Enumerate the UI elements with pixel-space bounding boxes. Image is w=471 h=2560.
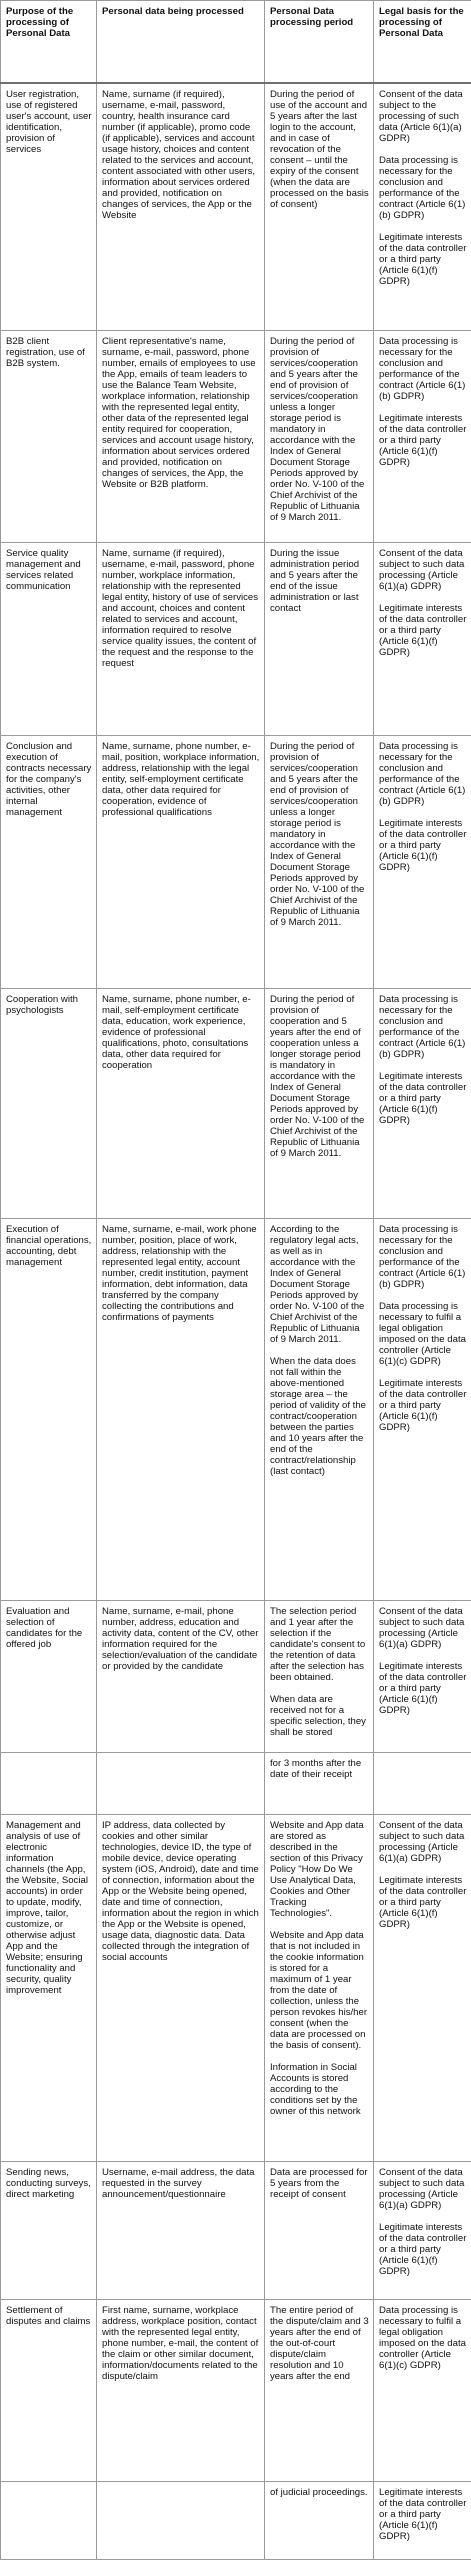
period-paragraph: When data are received not for a specific selection, they shall be stored — [270, 1693, 366, 1738]
header-processing-period: Personal Data processing period — [265, 1, 374, 83]
personal-data-cell — [97, 2481, 265, 2559]
personal-data-cell: Name, surname (if required), username, e-mail, password, phone number, workplace information, relationship with the represented legal entity, history of use of services and account, choices and content related to services and account, information required to resolve service quality issues, the content of the request and the response to the request — [97, 543, 265, 736]
purpose-cell: Settlement of disputes and claims — [1, 2299, 97, 2481]
personal-data-cell: IP address, data collected by cookies and other similar technologies, device ID, the type of mobile device, device operating system (iOS, Android), date and time of connection, information about the App or the Website being opened, date and time of connection, information about the region in which the App or the Website is opened, usage data, diagnostic data. Data collected through the integration of social accounts — [97, 1814, 265, 2161]
processing-period-cell — [265, 543, 374, 736]
table-body — [1, 83, 471, 2560]
purpose-cell — [1, 1752, 97, 1814]
period-paragraph: Information in Social Accounts is stored according to the conditions set by the owner of this network — [270, 2061, 361, 2117]
period-paragraph: During the period of provision of services/cooperation and 5 years after the end of provision of services/cooperation unless a longer storage period is mandatory in accordance with the Index of General Document Storage Periods approved by order No. V-100 of the Chief Archivist of the Republic of Lithuania of 9 March 2011. — [270, 336, 365, 524]
processing-period-cell — [265, 1600, 374, 1752]
table-row — [1, 736, 471, 989]
period-paragraph: The selection period and 1 year after the selection if the candidate's consent to the retention of data after the selection has been obtained. — [270, 1605, 366, 1683]
purpose-cell: Execution of financial operations, accounting, debt management — [1, 1218, 97, 1600]
period-paragraph: Website and App data that is not included in the cookie information is stored for a maximum of 1 year from the date of collection, unless the person revokes his/her consent (when the data are processed on the basis of consent). — [270, 1929, 368, 2051]
legal-basis-paragraph: Consent of the data subject to such data processing (Article 6(1)(a) GDPR) — [379, 1819, 465, 1864]
processing-period-cell — [265, 736, 374, 989]
period-paragraph: of judicial proceedings. — [270, 2486, 368, 2498]
processing-period-cell — [265, 2161, 374, 2299]
personal-data-cell: Name, surname, phone number, e-mail, self-employment certificate data, education, work experience, evidence of professional qualifications, photo, consultations data, other data required for cooperation — [97, 988, 265, 1218]
legal-basis-paragraph: Data processing is necessary for the conclusion and performance of the contract (Article 6(1)(b) GDPR) — [379, 336, 466, 403]
personal-data-cell: Client representative's name, surname, e-mail, password, phone number, emails of employees to use the App, emails of team leaders to use the Balance Team Website, workplace information, relationship with the represented legal entity, other data of the represented legal entity required for cooperation, services and account usage history, information about services ordered and provided, notification on changes of services, the App, the Website or B2B platform. — [97, 331, 265, 543]
table-row — [1, 1814, 471, 2161]
legal-basis-paragraph: Legitimate interests of the data controller or a third party (Article 6(1)(f) GDPR) — [379, 1070, 467, 1126]
legal-basis-paragraph: Data processing is necessary for the conclusion and performance of the contract (Article 6(1)(b) GDPR) — [379, 154, 466, 221]
period-paragraph: Data are processed for 5 years from the receipt of consent — [270, 2166, 368, 2200]
period-paragraph: During the period of use of the account and 5 years after the last login to the account, and in case of revocation of the consent – until the expiry of the consent (when the data are processed on the basis of consent) — [270, 88, 369, 210]
table-row — [1, 1752, 471, 1814]
table-header-row — [1, 1, 471, 83]
personal-data-cell: Name, surname, e-mail, work phone number, position, place of work, address, relationship with the represented legal entity, account number, credit institution, payment information, debt information, data transferred by the company collecting the contributions and confirmations of payments — [97, 1218, 265, 1600]
personal-data-cell: Username, e-mail address, the data requested in the survey announcement/questionnaire — [97, 2161, 265, 2299]
legal-basis-cell — [374, 736, 471, 989]
purpose-cell: Management and analysis of use of electronic information channels (the App, the Website, Social accounts) in order to update, modify, improve, tailor, customize, or otherwise adjust App and the Website; ensuring functionality and security, quality improvement — [1, 1814, 97, 2161]
personal-data-cell: Name, surname, phone number, e-mail, position, workplace information, address, relationship with the legal entity, self-employment certificate data, other data required for cooperation, evidence of professional qualifications — [97, 736, 265, 989]
period-paragraph: According to the regulatory legal acts, as well as in accordance with the Index of General Document Storage Periods approved by order No. V-100 of the Chief Archivist of the Republic of Lithuania of 9 March 2011. — [270, 1223, 365, 1345]
legal-basis-paragraph: Legitimate interests of the data controller or a third party (Article 6(1)(f) GDPR) — [379, 1660, 467, 1716]
legal-basis-cell — [374, 988, 471, 1218]
processing-period-cell — [265, 1752, 374, 1814]
table-row — [1, 1600, 471, 1752]
legal-basis-paragraph: Legitimate interests of the data controller or a third party (Article 6(1)(f) GDPR) — [379, 413, 467, 469]
header-personal-data: Personal data being processed — [97, 1, 265, 83]
processing-period-cell — [265, 1814, 374, 2161]
legal-basis-paragraph: Data processing is necessary for the conclusion and performance of the contract (Article 6(1)(b) GDPR) — [379, 1223, 466, 1290]
legal-basis-paragraph: Data processing is necessary for the conclusion and performance of the contract (Article 6(1)(b) GDPR) — [379, 741, 466, 808]
personal-data-cell: First name, surname, workplace address, workplace position, contact with the represented legal entity, phone number, e-mail, the content of the claim or other similar document, information/documents related to the dispute/claim — [97, 2299, 265, 2481]
legal-basis-paragraph: Legitimate interests of the data controller or a third party (Article 6(1)(f) GDPR) — [379, 1874, 467, 1930]
period-paragraph: The entire period of the dispute/claim and 3 years after the end of the out-of-court dispute/claim resolution and 10 years after the end — [270, 2304, 369, 2382]
legal-basis-cell — [374, 83, 471, 331]
legal-basis-paragraph: Legitimate interests of the data controller or a third party (Article 6(1)(f) GDPR) — [379, 2486, 467, 2542]
table-row — [1, 2481, 471, 2559]
processing-period-cell — [265, 2481, 374, 2559]
period-paragraph: Website and App data are stored as described in the section of this Privacy Policy "How Do We Use Analytical Data, Cookies and Other Tracking Technologies". — [270, 1819, 364, 1919]
personal-data-cell — [97, 1752, 265, 1814]
purpose-cell: User registration, use of registered user's account, user identification, provision of services — [1, 83, 97, 331]
period-paragraph: When the data does not fall within the above-mentioned storage area – the period of validity of the contract/cooperation between the parties and 10 years after the end of the contract/relationship (last contact) — [270, 1355, 366, 1477]
legal-basis-cell — [374, 1814, 471, 2161]
personal-data-cell: Name, surname (if required), username, e-mail, password, country, health insurance card number (if applicable), promo code (if applicable), services and account usage history, choices and content related to the services and account, content associated with other users, information about services ordered and provided, notification on changes of services, the App or the Website — [97, 83, 265, 331]
legal-basis-cell — [374, 1600, 471, 1752]
legal-basis-cell — [374, 1218, 471, 1600]
table-row — [1, 83, 471, 331]
purpose-cell: Conclusion and execution of contracts necessary for the company's activities, other internal management — [1, 736, 97, 989]
legal-basis-cell — [374, 1752, 471, 1814]
legal-basis-paragraph: Legitimate interests of the data controller or a third party (Article 6(1)(f) GDPR) — [379, 2221, 467, 2277]
period-paragraph: During the period of provision of cooperation and 5 years after the end of cooperation unless a longer storage period is mandatory in accordance with the Index of General Document Storage Periods approved by order No. V-100 of the Chief Archivist of the Republic of Lithuania of 9 March 2011. — [270, 993, 365, 1159]
table-row — [1, 543, 471, 736]
legal-basis-cell — [374, 2299, 471, 2481]
legal-basis-cell — [374, 543, 471, 736]
personal-data-cell: Name, surname, e-mail, phone number, address, education and activity data, content of the CV, other information required for the selection/evaluation of the candidate or provided by the candidate — [97, 1600, 265, 1752]
period-paragraph: During the period of provision of services/cooperation and 5 years after the end of provision of services/cooperation unless a longer storage period is mandatory in accordance with the Index of General Document Storage Periods approved by order No. V-100 of the Chief Archivist of the Republic of Lithuania of 9 March 2011. — [270, 741, 365, 929]
processing-period-cell — [265, 1218, 374, 1600]
purpose-cell — [1, 2481, 97, 2559]
legal-basis-paragraph: Data processing is necessary to fulfil a legal obligation imposed on the data controller (Article 6(1)(c) GDPR) — [379, 1300, 466, 1367]
legal-basis-cell — [374, 2481, 471, 2559]
processing-period-cell — [265, 2299, 374, 2481]
legal-basis-paragraph: Data processing is necessary for the conclusion and performance of the contract (Article 6(1)(b) GDPR) — [379, 993, 466, 1060]
legal-basis-paragraph: Data processing is necessary to fulfil a legal obligation imposed on the data controller (Article 6(1)(c) GDPR) — [379, 2304, 466, 2371]
legal-basis-paragraph: Consent of the data subject to such data processing (Article 6(1)(a) GDPR) — [379, 548, 465, 593]
legal-basis-paragraph: Consent of the data subject to such data processing (Article 6(1)(a) GDPR) — [379, 1605, 465, 1650]
legal-basis-paragraph: Consent of the data subject to the processing of such data (Article 6(1)(a) GDPR) — [379, 88, 463, 144]
table-row — [1, 2299, 471, 2481]
legal-basis-paragraph: Legitimate interests of the data controller or a third party (Article 6(1)(f) GDPR) — [379, 603, 467, 659]
table-row — [1, 2161, 471, 2299]
processing-period-cell — [265, 83, 374, 331]
period-paragraph: During the issue administration period and 5 years after the end of the issue administration or last contact — [270, 548, 360, 615]
header-legal-basis: Legal basis for the processing of Personal Data — [374, 1, 471, 83]
purpose-cell: Evaluation and selection of candidates for the offered job — [1, 1600, 97, 1752]
legal-basis-paragraph: Legitimate interests of the data controller or a third party (Article 6(1)(f) GDPR) — [379, 1377, 467, 1433]
purpose-cell: Sending news, conducting surveys, direct marketing — [1, 2161, 97, 2299]
legal-basis-cell — [374, 331, 471, 543]
purpose-cell: Service quality management and services related communication — [1, 543, 97, 736]
processing-period-cell — [265, 988, 374, 1218]
table-row — [1, 1218, 471, 1600]
processing-period-cell — [265, 331, 374, 543]
table-row — [1, 331, 471, 543]
period-paragraph: for 3 months after the date of their receipt — [270, 1757, 362, 1780]
purpose-cell: B2B client registration, use of B2B system. — [1, 331, 97, 543]
legal-basis-paragraph: Legitimate interests of the data controller or a third party (Article 6(1)(f) GDPR) — [379, 818, 467, 874]
legal-basis-paragraph: Legitimate interests of the data controller or a third party (Article 6(1)(f) GDPR) — [379, 231, 467, 287]
legal-basis-paragraph: Consent of the data subject to such data processing (Article 6(1)(a) GDPR) — [379, 2166, 465, 2211]
header-purpose: Purpose of the processing of Personal Data — [1, 1, 97, 83]
purpose-cell: Cooperation with psychologists — [1, 988, 97, 1218]
table-row — [1, 988, 471, 1218]
legal-basis-cell — [374, 2161, 471, 2299]
